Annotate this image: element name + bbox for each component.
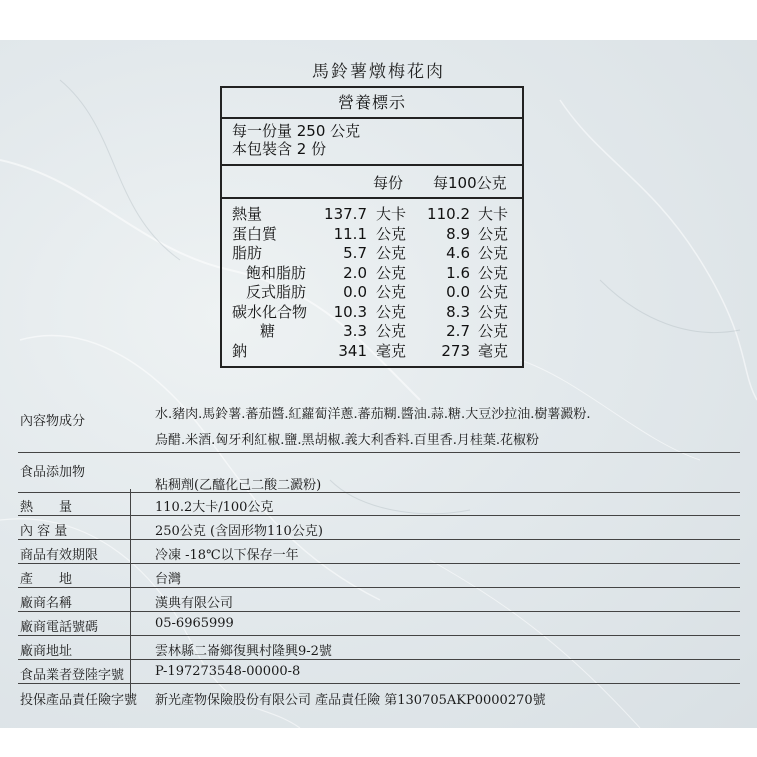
shelf-value: 冷凍 -18℃以下保存一年 <box>155 548 299 563</box>
nutrition-row <box>222 205 522 225</box>
address-label: 廠商地址 <box>20 644 73 659</box>
info-row-phone <box>18 612 740 636</box>
per-serving-value: 341 <box>338 341 367 360</box>
per-serving-unit: 公克 <box>376 302 407 321</box>
info-row-net <box>18 516 740 540</box>
per-serving-unit: 毫克 <box>376 341 407 360</box>
net-label: 內 容 量 <box>20 524 68 539</box>
per-serving-value: 5.7 <box>343 244 367 262</box>
product-title: 馬鈴薯燉梅花肉 <box>312 62 445 82</box>
per-100g-unit: 大卡 <box>478 205 509 223</box>
servings-per-package: 本包裝含 2 份 <box>232 140 327 158</box>
nutrient-name: 飽和脂肪 <box>246 263 307 282</box>
insurance-value: 新光產物保險股份有限公司 產品責任險 第130705AKP0000270號 <box>155 693 546 708</box>
per-serving-unit: 公克 <box>376 244 407 262</box>
per-100g-unit: 公克 <box>478 283 509 301</box>
nutrient-name: 蛋白質 <box>232 224 278 243</box>
per-100g-value: 0.0 <box>446 283 470 301</box>
per-100g-value: 273 <box>441 341 470 360</box>
origin-label: 產 地 <box>20 572 73 587</box>
nutrition-row <box>222 244 522 264</box>
maker-label: 廠商名稱 <box>20 596 73 611</box>
col-per-100g: 每100公克 <box>433 174 507 192</box>
info-row-calories <box>18 493 740 516</box>
nutrition-row <box>222 283 522 303</box>
nutrient-name: 脂肪 <box>232 244 263 262</box>
nutrient-name: 鈉 <box>232 341 248 360</box>
nutrition-row <box>222 322 522 342</box>
per-serving-unit: 公克 <box>376 283 407 301</box>
per-serving-unit: 公克 <box>376 322 407 340</box>
info-row-maker <box>18 588 740 612</box>
nutrition-row <box>222 225 522 245</box>
net-value: 250公克 (含固形物110公克) <box>155 524 323 539</box>
additives-label: 食品添加物 <box>20 465 86 480</box>
ingredients-line2: 烏醋.米酒.匈牙利紅椒.鹽.黑胡椒.義大利香料.百里香.月桂葉.花椒粉 <box>155 433 540 448</box>
registration-label: 食品業者登陸字號 <box>20 668 125 683</box>
per-serving-value: 2.0 <box>343 263 367 282</box>
info-row-insurance <box>18 684 740 710</box>
nutrition-facts-box <box>220 86 524 368</box>
per-100g-unit: 毫克 <box>478 341 509 360</box>
insurance-label: 投保產品責任險字號 <box>20 693 138 708</box>
per-serving-unit: 公克 <box>376 224 407 243</box>
phone-value: 05-6965999 <box>155 616 234 631</box>
per-serving-value: 3.3 <box>343 322 367 340</box>
info-row-additives <box>18 453 740 493</box>
per-serving-value: 10.3 <box>333 302 367 321</box>
nutrient-name: 熱量 <box>232 205 263 223</box>
per-100g-unit: 公克 <box>478 302 509 321</box>
origin-value: 台灣 <box>155 572 182 587</box>
info-row-ingredients <box>18 398 740 453</box>
nutrition-header: 營養標示 <box>222 88 522 119</box>
nutrient-name: 反式脂肪 <box>246 283 307 301</box>
per-100g-unit: 公克 <box>478 224 509 243</box>
shelf-label: 商品有效期限 <box>20 548 99 563</box>
per-serving-unit: 公克 <box>376 263 407 282</box>
per-serving-value: 11.1 <box>333 224 367 243</box>
nutrient-name: 碳水化合物 <box>232 302 308 321</box>
calories-value: 110.2大卡/100公克 <box>155 500 274 515</box>
info-row-registration <box>18 660 740 684</box>
phone-label: 廠商電話號碼 <box>20 620 99 635</box>
per-100g-value: 8.3 <box>446 302 470 321</box>
col-per-serving: 每份 <box>373 174 404 192</box>
product-info-table <box>18 398 740 710</box>
serving-info <box>222 119 522 166</box>
ingredients-label: 內容物成分 <box>20 414 86 429</box>
per-100g-unit: 公克 <box>478 322 509 340</box>
per-serving-value: 0.0 <box>343 283 367 301</box>
registration-value: P-197273548-00000-8 <box>155 664 301 679</box>
info-row-origin <box>18 564 740 588</box>
nutrition-column-headers <box>222 166 522 199</box>
per-serving-value: 137.7 <box>324 205 367 223</box>
nutrient-name: 糖 <box>260 322 276 340</box>
additives-value: 粘稠劑(乙醯化己二酸二澱粉) <box>155 478 322 493</box>
nutrition-row <box>222 303 522 323</box>
per-100g-unit: 公克 <box>478 244 509 262</box>
per-100g-value: 110.2 <box>427 205 470 223</box>
info-row-address <box>18 636 740 660</box>
serving-size: 每一份量 250 公克 <box>232 122 361 140</box>
address-value: 雲林縣二崙鄉復興村隆興9-2號 <box>155 644 332 659</box>
nutrition-row <box>222 264 522 284</box>
maker-value: 漢典有限公司 <box>155 596 234 611</box>
ingredients-line1: 水.豬肉.馬鈴薯.蕃茄醬.紅蘿蔔洋蔥.蕃茄糊.醬油.蒜.糖.大豆沙拉油.樹薯澱粉. <box>155 407 591 422</box>
per-100g-value: 8.9 <box>446 224 470 243</box>
info-row-shelf-life <box>18 540 740 564</box>
calories-label: 熱 量 <box>20 500 73 515</box>
per-100g-value: 1.6 <box>446 263 470 282</box>
per-100g-value: 4.6 <box>446 244 470 262</box>
per-serving-unit: 大卡 <box>376 205 407 223</box>
nutrition-row <box>222 342 522 362</box>
per-100g-unit: 公克 <box>478 263 509 282</box>
per-100g-value: 2.7 <box>446 322 470 340</box>
nutrition-rows <box>222 199 522 361</box>
